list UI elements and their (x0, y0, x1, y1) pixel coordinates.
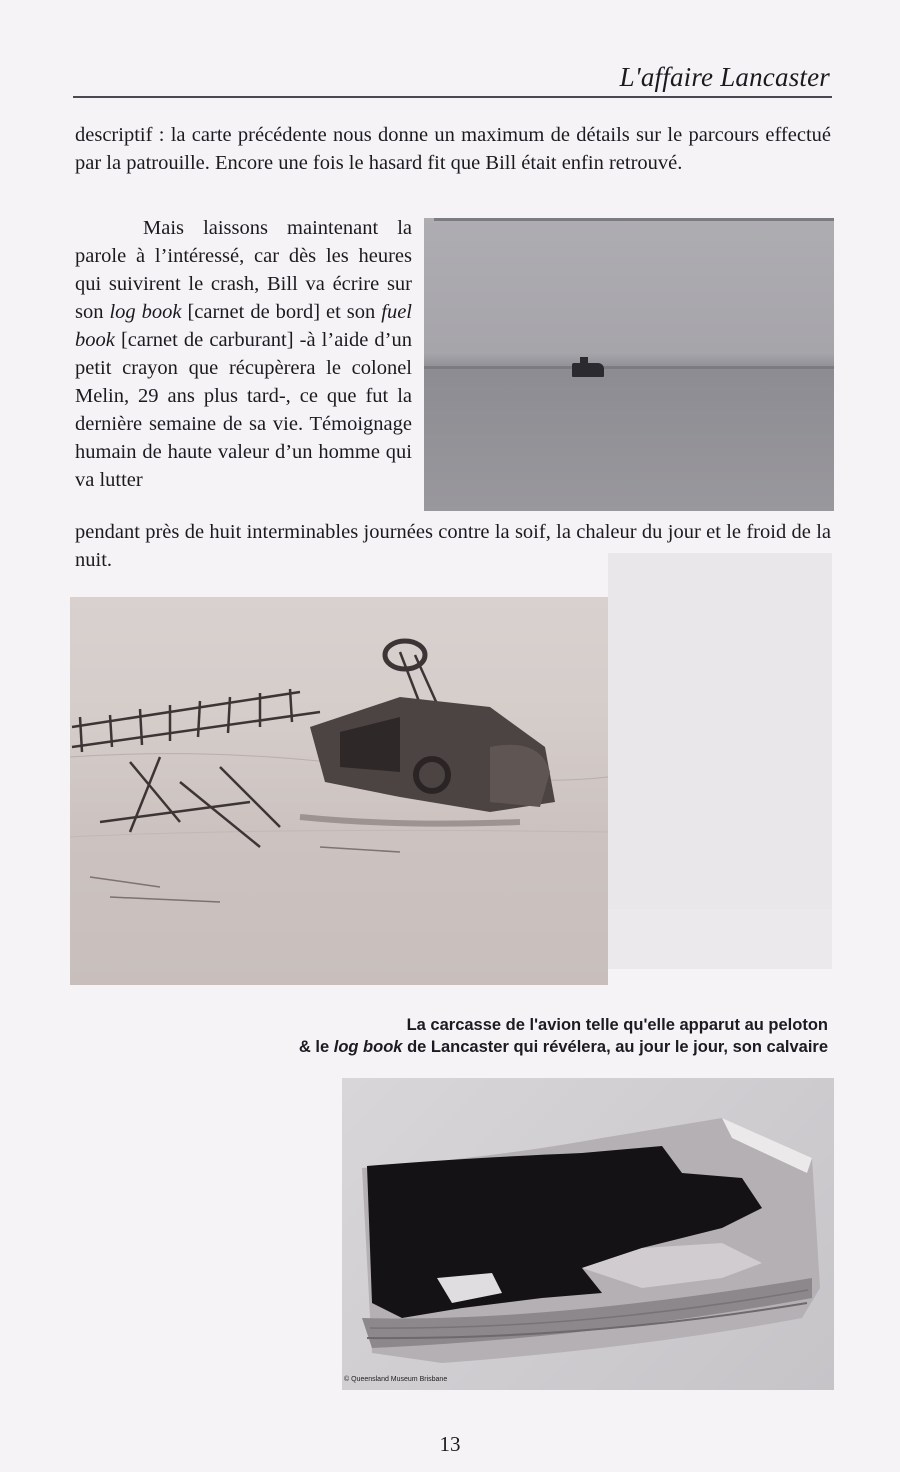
caption-log-book-term: log book (333, 1038, 403, 1056)
photo-log-book (342, 1078, 834, 1390)
photo-border-line (434, 218, 834, 221)
bleed-through-panel (608, 553, 832, 909)
caption-line-2 (299, 1036, 828, 1058)
paragraph-2 (75, 214, 412, 494)
photo-credit: © Queensland Museum Brisbane (344, 1376, 448, 1383)
paragraph-1: descriptif : la carte précédente nous donne un maximum de détails sur le parcours effectué par la patrouille. Encore une fois le hasard fit que Bill était enfin retrouvé. (75, 124, 831, 174)
caption-line-1: La carcasse de l'avion telle qu'elle apparut au peloton (406, 1016, 828, 1034)
photo-aircraft-wreck (70, 597, 608, 985)
paragraph-3: pendant près de huit interminables journées contre la soif, la chaleur du jour et le froid de la nuit. (75, 521, 831, 571)
page-number: 13 (439, 1432, 461, 1456)
fuel-book-term: fuel book (75, 301, 413, 351)
figure-caption (299, 1014, 828, 1058)
paragraph-2-text-b: [carnet de bord] et son (181, 301, 382, 323)
running-header-title: L'affaire Lancaster (619, 62, 830, 92)
horizon-line (424, 366, 834, 369)
photo-desert-horizon (424, 218, 834, 511)
header-rule (73, 96, 832, 98)
bleed-through-panel-lower (608, 909, 832, 969)
caption-line-2-a: & le (298, 1038, 334, 1056)
log-book-term: log book (109, 301, 182, 323)
log-book-illustration (342, 1078, 834, 1390)
paragraph-2-text-c: [carnet de carburant] -à l’aide d’un petit crayon que récupèrera le colonel Melin, 29 ans plus tard-, ce que fut la dernière semaine de sa vie. Témoignage humain de haute valeur d’un homme qui va lutter (75, 329, 412, 491)
paragraph-2-text-a: Mais laissons maintenant la parole à l’intéressé, car dès les heures qui suivirent le crash, Bill va écrire sur son (75, 217, 412, 323)
caption-line-2-b: de Lancaster qui révélera, au jour le jour, son calvaire (402, 1038, 828, 1056)
aircraft-wreck-illustration (70, 597, 608, 985)
distant-wreck-silhouette (572, 363, 604, 377)
